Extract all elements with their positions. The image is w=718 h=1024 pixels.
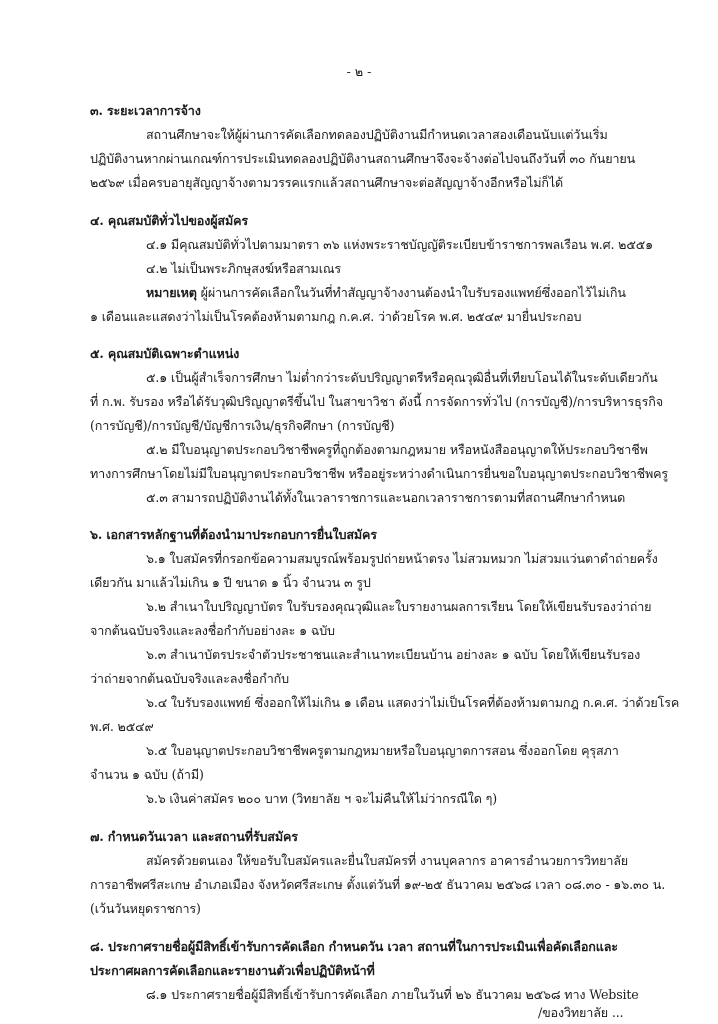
section-6-line: จำนวน ๑ ฉบับ (ถ้ามี): [90, 767, 204, 782]
section-4-note: [146, 284, 626, 302]
section-5-line: ที่ ก.พ. รับรอง หรือได้รับวุฒิปริญญาตรีขึ้นไป ในสาขาวิชา ดังนี้ การจัดการทั่วไป (การบัญชี)/การบริหารธุรกิจ: [90, 394, 663, 409]
page-number: - ๒ -: [346, 64, 372, 79]
section-8-item-1: ๘.๑ ประกาศรายชื่อผู้มีสิทธิ์เข้ารับการคัดเลือก ภายในวันที่ ๒๖ ธันวาคม ๒๕๖๘ ทาง Website: [146, 987, 639, 1002]
section-6-line: ว่าถ่ายจากต้นฉบับจริงและลงชื่อกำกับ: [90, 671, 289, 686]
section-8-heading-line-2: ประกาศผลการคัดเลือกและรายงานตัวเพื่อปฏิบัติหน้าที่: [90, 963, 375, 978]
section-6-line: ๖.๓ สำเนาบัตรประจำตัวประชาชนและสำเนาทะเบียนบ้าน อย่างละ ๑ ฉบับ โดยให้เขียนรับรอง: [146, 647, 641, 662]
section-7-heading: ๗. กำหนดวันเวลา และสถานที่รับสมัคร: [90, 829, 298, 844]
section-5-line: ๕.๑ เป็นผู้สำเร็จการศึกษา ไม่ต่ำกว่าระดับปริญญาตรีหรือคุณวุฒิอื่นที่เทียบโอนได้ในระดับเดียวกัน: [146, 370, 658, 385]
section-5-line: (การบัญชี)/การบัญชี/บัญชีการเงิน/ธุรกิจศึกษา (การบัญชี): [90, 418, 395, 433]
note-label: หมายเหตุ: [146, 285, 197, 300]
section-6-line: จากต้นฉบับจริงและลงชื่อกำกับอย่างละ ๑ ฉบับ: [90, 623, 335, 638]
section-3-line: สถานศึกษาจะให้ผู้ผ่านการคัดเลือกทดลองปฏิบัติงานมีกำหนดเวลาสองเดือนนับแต่วันเริ่ม: [146, 127, 608, 142]
section-5-line: ๕.๓ สามารถปฏิบัติงานได้ทั้งในเวลาราชการและนอกเวลาราชการตามที่สถานศึกษากำหนด: [146, 490, 626, 505]
section-4-item-2: ๔.๒ ไม่เป็นพระภิกษุสงฆ์หรือสามเณร: [146, 261, 342, 276]
section-5-line: ทางการศึกษาโดยไม่มีใบอนุญาตประกอบวิชาชีพ หรืออยู่ระหว่างดำเนินการยื่นขอใบอนุญาตประกอบวิชาชีพครู: [90, 466, 669, 481]
section-7-line: สมัครด้วยตนเอง ให้ขอรับใบสมัครและยื่นใบสมัครที่ งานบุคลากร อาคารอำนวยการวิทยาลัย: [146, 853, 629, 868]
section-6-line: ๖.๔ ใบรับรองแพทย์ ซึ่งออกให้ไม่เกิน ๑ เดือน แสดงว่าไม่เป็นโรคที่ต้องห้ามตามกฎ ก.ค.ศ. ว่าด้วยโรค: [146, 695, 680, 710]
section-6-line: ๖.๑ ใบสมัครที่กรอกข้อความสมบูรณ์พร้อมรูปถ่ายหน้าตรง ไม่สวมหมวก ไม่สวมแว่นตาดำถ่ายครั้ง: [146, 551, 658, 566]
section-6-line: ๖.๖ เงินค่าสมัคร ๒๐๐ บาท (วิทยาลัย ฯ จะไม่คืนให้ไม่ว่ากรณีใด ๆ): [146, 791, 498, 806]
section-6-line: เดียวกัน มาแล้วไม่เกิน ๑ ปี ขนาด ๑ นิ้ว จำนวน ๓ รูป: [90, 575, 371, 590]
section-4-note-continued: ๑ เดือนและแสดงว่าไม่เป็นโรคต้องห้ามตามกฎ ก.ค.ศ. ว่าด้วยโรค พ.ศ. ๒๕๔๙ มายื่นประกอบ: [90, 309, 582, 324]
section-4-heading: ๔. คุณสมบัติทั่วไปของผู้สมัคร: [90, 213, 248, 228]
section-5-line: ๕.๒ มีใบอนุญาตประกอบวิชาชีพครูที่ถูกต้องตามกฎหมาย หรือหนังสืออนุญาตให้ประกอบวิชาชีพ: [146, 442, 648, 457]
section-8-heading-line-1: ๘. ประกาศรายชื่อผู้มีสิทธิ์เข้ารับการคัดเลือก กำหนดวัน เวลา สถานที่ในการประเมินเพื่อคัดเลือกและ: [90, 939, 618, 954]
section-5-heading: ๕. คุณสมบัติเฉพาะตำแหน่ง: [90, 346, 240, 361]
section-7-line: การอาชีพศรีสะเกษ อำเภอเมือง จังหวัดศรีสะเกษ ตั้งแต่วันที่ ๑๙-๒๕ ธันวาคม ๒๕๖๘ เวลา ๐๘.๓๐ - ๑๖.๓๐ น.: [90, 877, 666, 892]
section-4-item-1: ๔.๑ มีคุณสมบัติทั่วไปตามมาตรา ๓๖ แห่งพระราชบัญญัติระเบียบข้าราชการพลเรือน พ.ศ. ๒๕๕๑: [146, 237, 653, 252]
section-6-line: ๖.๒ สำเนาใบปริญญาบัตร ใบรับรองคุณวุฒิและใบรายงานผลการเรียน โดยให้เขียนรับรองว่าถ่าย: [146, 599, 652, 614]
section-6-line: ๖.๕ ใบอนุญาตประกอบวิชาชีพครูตามกฎหมายหรือใบอนุญาตการสอน ซึ่งออกโดย คุรุสภา: [146, 743, 619, 758]
section-7-line: (เว้นวันหยุดราชการ): [90, 901, 201, 916]
continuation-note: /ของวิทยาลัย ...: [538, 1005, 624, 1020]
section-6-line: พ.ศ. ๒๕๔๙: [90, 719, 154, 734]
section-3-line: ปฏิบัติงานหากผ่านเกณฑ์การประเมินทดลองปฏิบัติงานสถานศึกษาจึงจะจ้างต่อไปจนถึงวันที่ ๓๐ กันยายน: [90, 151, 636, 166]
section-6-heading: ๖. เอกสารหลักฐานที่ต้องนำมาประกอบการยื่นใบสมัคร: [90, 527, 377, 542]
section-3-heading: ๓. ระยะเวลาการจ้าง: [90, 103, 201, 118]
section-3-line: ๒๕๖๙ เมื่อครบอายุสัญญาจ้างตามวรรคแรกแล้วสถานศึกษาจะต่อสัญญาจ้างอีกหรือไม่ก็ได้: [90, 175, 564, 190]
note-text: ผู้ผ่านการคัดเลือกในวันที่ทำสัญญาจ้างงานต้องนำใบรับรองแพทย์ซึ่งออกไว้ไม่เกิน: [196, 285, 626, 300]
